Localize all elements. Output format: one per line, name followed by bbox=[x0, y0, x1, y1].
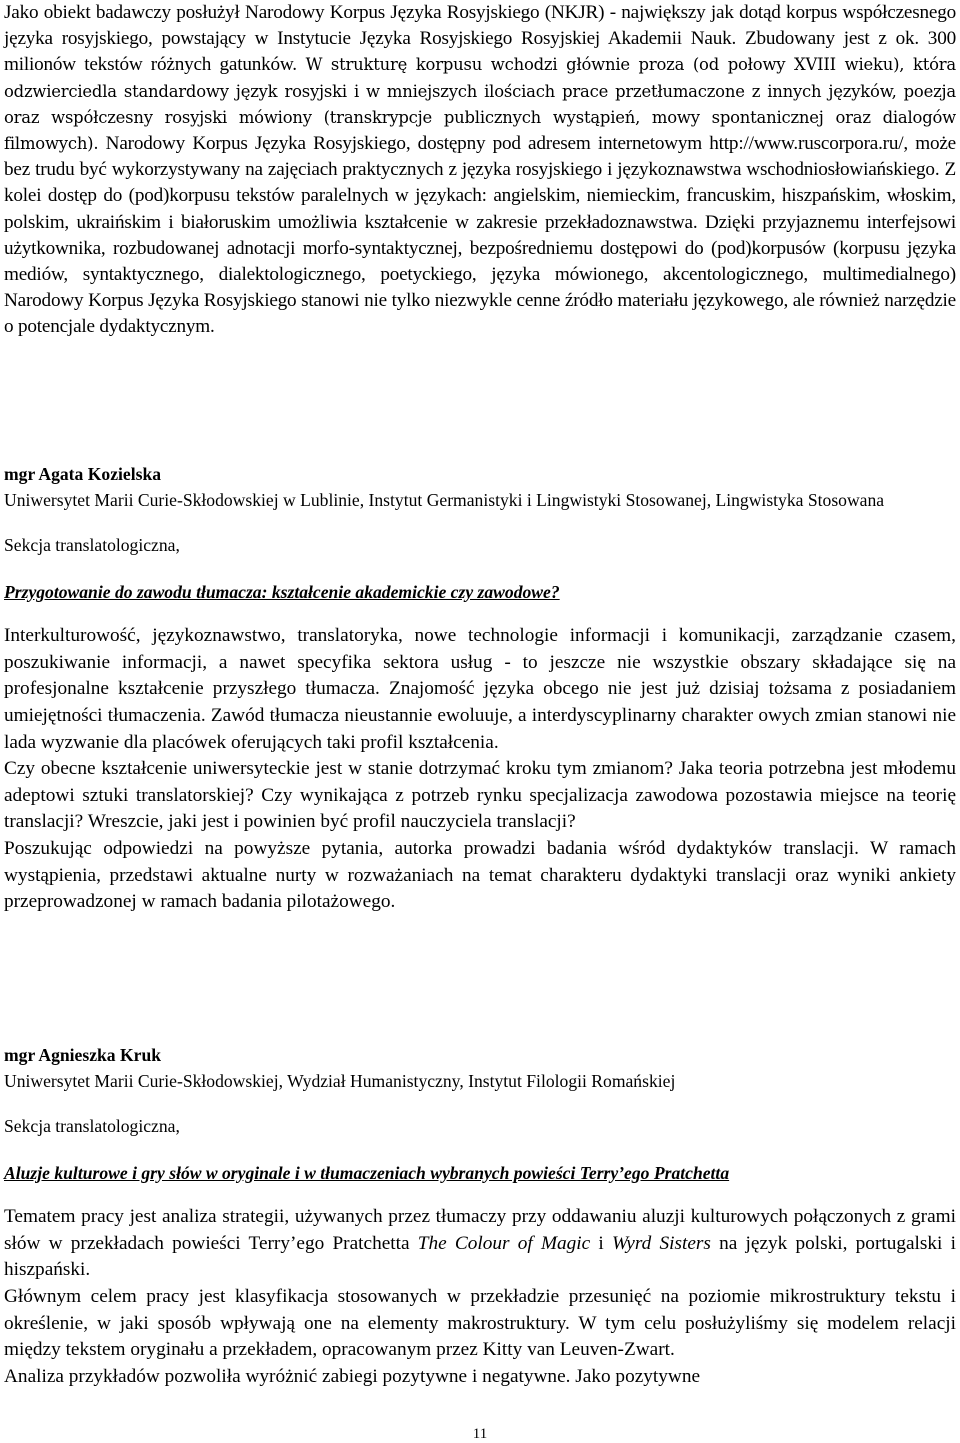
abstract-text: na język polski, portugalski i hiszpański. bbox=[4, 1232, 956, 1281]
author-name: mgr Agnieszka Kruk bbox=[4, 1045, 162, 1065]
page-number: 11 bbox=[472, 1426, 488, 1442]
section-label: Sekcja translatologiczna, bbox=[4, 534, 180, 555]
abstract-paragraph: Analiza przykładów pozwoliła wyróżnić zabiegi pozytywne i negatywne. Jako pozytywne bbox=[4, 1365, 701, 1387]
abstract-paragraph: Głównym celem pracy jest klasyfikacja stosowanych w przekładzie przesunięć na poziomie mikrostruktury tekstu i określenie, w jaki sposób wpływają one na elementy makrostruktury. W tym celu posłużyliśmy się modelem relacji między tekstem oryginału a przekładem, opracowanym przez Kitty van Leuven-Zwart. bbox=[4, 1285, 956, 1361]
section-label: Sekcja translatologiczna, bbox=[4, 1115, 180, 1136]
intro-paragraph bbox=[4, 0, 956, 341]
abstract-paragraph: Poszukując odpowiedzi na powyższe pytania, autorka prowadzi badania wśród dydaktyków translacji. W ramach wystąpienia, przedstawi aktualne nurty w rozważaniach na temat charakteru dydaktyki translacji oraz wyniki ankiety przeprowadzonej w ramach badania pilotażowego. bbox=[4, 837, 956, 913]
abstract-paragraph: Interkulturowość, językoznawstwo, translatoryka, nowe technologie informacji i komunikacji, zarządzanie czasem, poszukiwanie informacji, a nawet specyfika sektora usług - to jeszcze nie wszystkie obszary składające się na profesjonalne kształcenie przyszłego tłumacza. Znajomość języka obcego nie jest już dzisiaj tożsama z posiadaniem umiejętności tłumaczenia. Zawód tłumacza nieustannie ewoluuje, a interdyscyplinarny charakter owych zmian stanowi nie lada wyzwanie dla placówek oferujących taki profil kształcenia. bbox=[4, 625, 956, 753]
intro-text-b: W strukturę korpusu wchodzi głównie proza (od połowy XVIII wieku), która odzwierciedla standardowy język rosyjski i w mniejszych ilościach prace przetłumaczone z innych języków, poezja oraz współczesny rosyjski mówiony (transkrypcje publicznych wystąpień, mowy spontanicznej oraz dialogów filmowych). bbox=[4, 55, 957, 154]
talk-title: Przygotowanie do zawodu tłumacza: kształcenie akademickie czy zawodowe? bbox=[4, 581, 560, 602]
abstract-paragraph bbox=[4, 1204, 956, 1284]
entry-kruk bbox=[4, 1042, 956, 1390]
abstract-paragraph: Czy obecne kształcenie uniwersyteckie jest w stanie dotrzymać kroku tym zmianom? Jaka teoria potrzebna jest młodemu adeptowi sztuki translatorskiej? Czy wynikająca z potrzeb rynku specjalizacja zawodowa pozostawia miejsce na teorię translacji? Wreszcie, jaki jest i powinien być profil nauczyciela translacji? bbox=[4, 758, 956, 833]
book-title: The Colour of Magic bbox=[417, 1232, 591, 1254]
abstract-text: Tematem pracy jest analiza strategii, używanych przez tłumaczy przy oddawaniu aluzji kulturowych połączonych z grami słów w przekładach powieści Terry’ego Pratchetta bbox=[4, 1206, 956, 1254]
author-name: mgr Agata Kozielska bbox=[4, 464, 162, 484]
talk-title: Aluzje kulturowe i gry słów w oryginale i w tłumaczeniach wybranych powieści Terry’ego Pratchetta bbox=[4, 1162, 730, 1183]
entry-kozielska bbox=[4, 461, 956, 916]
intro-text-c: Narodowy Korpus Języka Rosyjskiego, dostępny pod adresem internetowym http://www.ruscorpora.ru/, może bez trudu być wykorzystywany na zajęciach praktycznych z języka rosyjskiego i językoznawstwa wschodniosłowiańskiego. Z kolei dostęp do (pod)korpusu tekstów paralelnych w językach: angielskim, niemieckim, francuskim, hiszpańskim, włoskim, polskim, ukraińskim i białoruskim umożliwia kształcenie w zakresie przekładoznawstwa. Dzięki przyjaznemu interfejsowi użytkownika, rozbudowanej adnotacji morfo-syntaktycznej, bezpośredniemu dostępowi do (pod)korpusów (korpusu języka mediów, syntaktycznego, dialektologicznego, poetyckiego, języka mówionego, akcentologicznego, multimedialnego) Narodowy Korpus Języka Rosyjskiego stanowi nie tylko niezwykle cenne źródło materiału językowego, ale również narzędzie o potencjale dydaktycznym. bbox=[4, 133, 956, 338]
intro-text-a: Jako obiekt badawczy posłużył Narodowy Korpus Języka Rosyjskiego (NKJR) - największy jak dotąd korpus współczesnego języka rosyjskiego, powstający w Instytucie Języka Rosyjskiego Rosyjskiej Akademii Nauk. Zbudowany jest z ok. 300 milionów tekstów różnych gatunków. bbox=[4, 2, 956, 76]
author-affiliation: Uniwersytet Marii Curie-Skłodowskiej w Lublinie, Instytut Germanistyki i Lingwistyki Stosowanej, Lingwistyka Stosowana bbox=[4, 489, 885, 510]
book-title: Wyrd Sisters bbox=[611, 1232, 711, 1254]
author-affiliation: Uniwersytet Marii Curie-Skłodowskiej, Wydział Humanistyczny, Instytut Filologii Romańskiej bbox=[4, 1070, 676, 1091]
abstract-text: i bbox=[590, 1232, 612, 1254]
